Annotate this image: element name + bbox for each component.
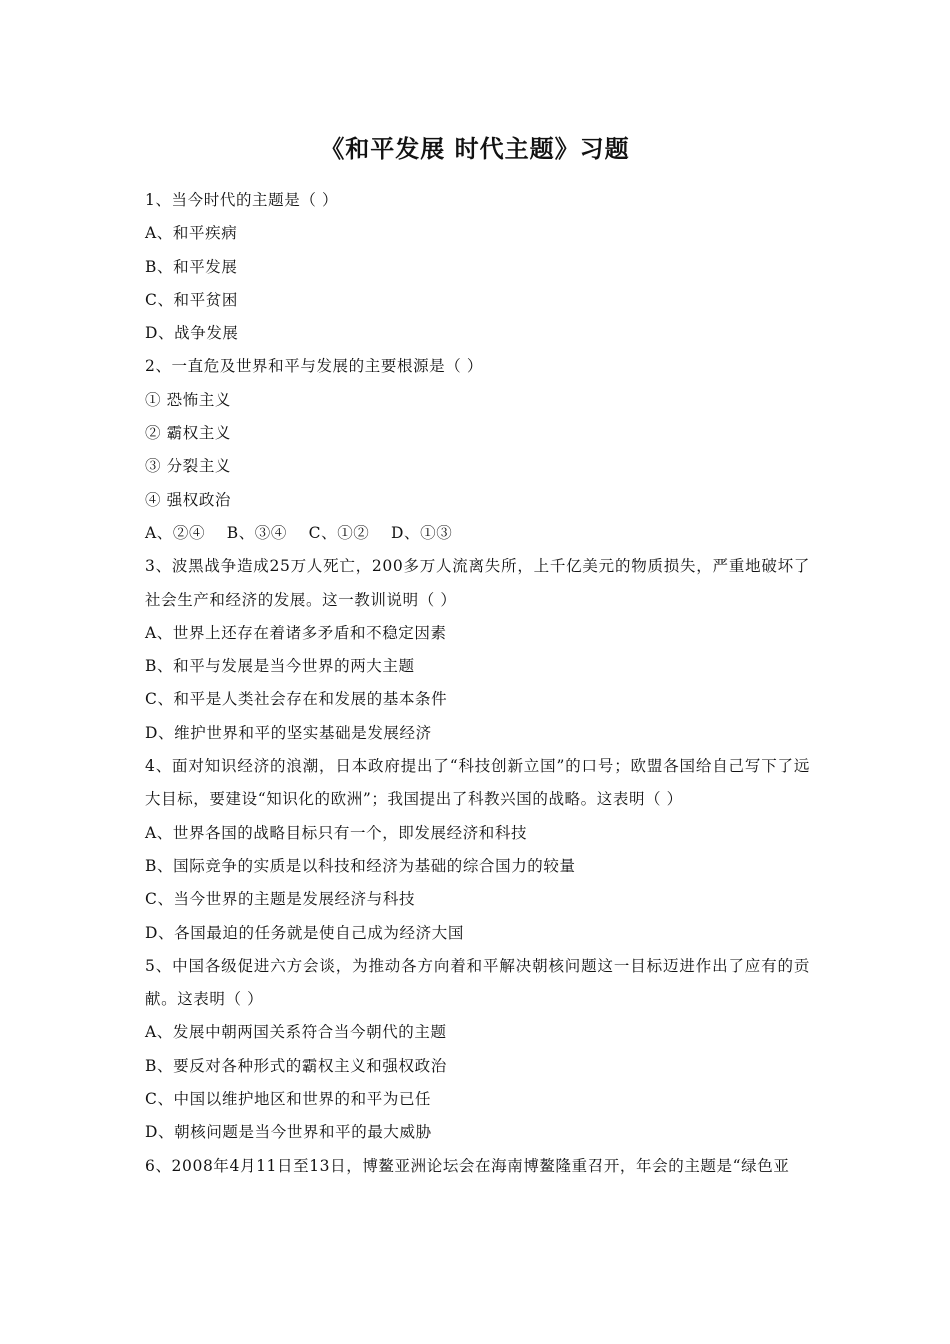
statement-item-2: ② 霸权主义 — [145, 424, 232, 443]
question-5 — [145, 950, 810, 1150]
question-stem: 1、当今时代的主题是（ ） — [145, 191, 339, 209]
question-3 — [145, 550, 810, 750]
option-c: C、当今世界的主题是发展经济与科技 — [145, 890, 416, 909]
option-d: D、战争发展 — [145, 324, 239, 343]
option-b: B、和平发展 — [145, 257, 238, 276]
question-stem: 3、波黑战争造成25万人死亡，200多万人流离失所，上千亿美元的物质损失，严重地破坏了社会生产和经济的发展。这一教训说明（ ） — [145, 557, 810, 609]
page-title: 《和平发展 时代主题》习题 — [320, 134, 630, 163]
option-d: D、朝核问题是当今世界和平的最大威胁 — [145, 1123, 432, 1142]
question-6 — [145, 1150, 810, 1183]
statement-item-3: ③ 分裂主义 — [145, 457, 232, 476]
option-b: B、和平与发展是当今世界的两大主题 — [145, 657, 415, 676]
question-stem: 6、2008年4月11日至13日，博鳌亚洲论坛会在海南博鳌隆重召开，年会的主题是“绿色亚 — [145, 1156, 790, 1175]
option-b: B、国际竞争的实质是以科技和经济为基础的综合国力的较量 — [145, 856, 576, 875]
option-a: A、世界各国的战略目标只有一个，即发展经济和科技 — [145, 823, 528, 842]
option-b: B、要反对各种形式的霸权主义和强权政治 — [145, 1056, 447, 1075]
question-stem: 2、一直危及世界和平与发展的主要根源是（ ） — [145, 357, 483, 376]
options-line: A、②④ B、③④ C、①② D、①③ — [145, 523, 453, 542]
statement-item-4: ④ 强权政治 — [145, 490, 232, 509]
question-2 — [145, 350, 810, 550]
option-c: C、中国以维护地区和世界的和平为已任 — [145, 1090, 432, 1109]
option-d: D、各国最迫的任务就是使自己成为经济大国 — [145, 923, 464, 942]
question-stem: 4、面对知识经济的浪潮，日本政府提出了“科技创新立国”的口号；欧盟各国给自己写下了远大目标，要建设“知识化的欧洲”；我国提出了科教兴国的战略。这表明（ ） — [145, 757, 810, 809]
question-list — [145, 184, 810, 1183]
option-a: A、发展中朝两国关系符合当今朝代的主题 — [145, 1023, 447, 1042]
option-a: A、世界上还存在着诸多矛盾和不稳定因素 — [145, 623, 447, 642]
option-a: A、和平疾病 — [145, 224, 238, 243]
option-d: D、维护世界和平的坚实基础是发展经济 — [145, 723, 432, 742]
question-4 — [145, 750, 810, 950]
question-1 — [145, 184, 810, 350]
question-stem: 5、中国各级促进六方会谈，为推动各方向着和平解决朝核问题这一目标迈进作出了应有的贡献。这表明（ ） — [145, 956, 810, 1009]
option-c: C、和平是人类社会存在和发展的基本条件 — [145, 690, 448, 709]
option-c: C、和平贫困 — [145, 290, 238, 309]
statement-item-1: ① 恐怖主义 — [145, 390, 232, 409]
